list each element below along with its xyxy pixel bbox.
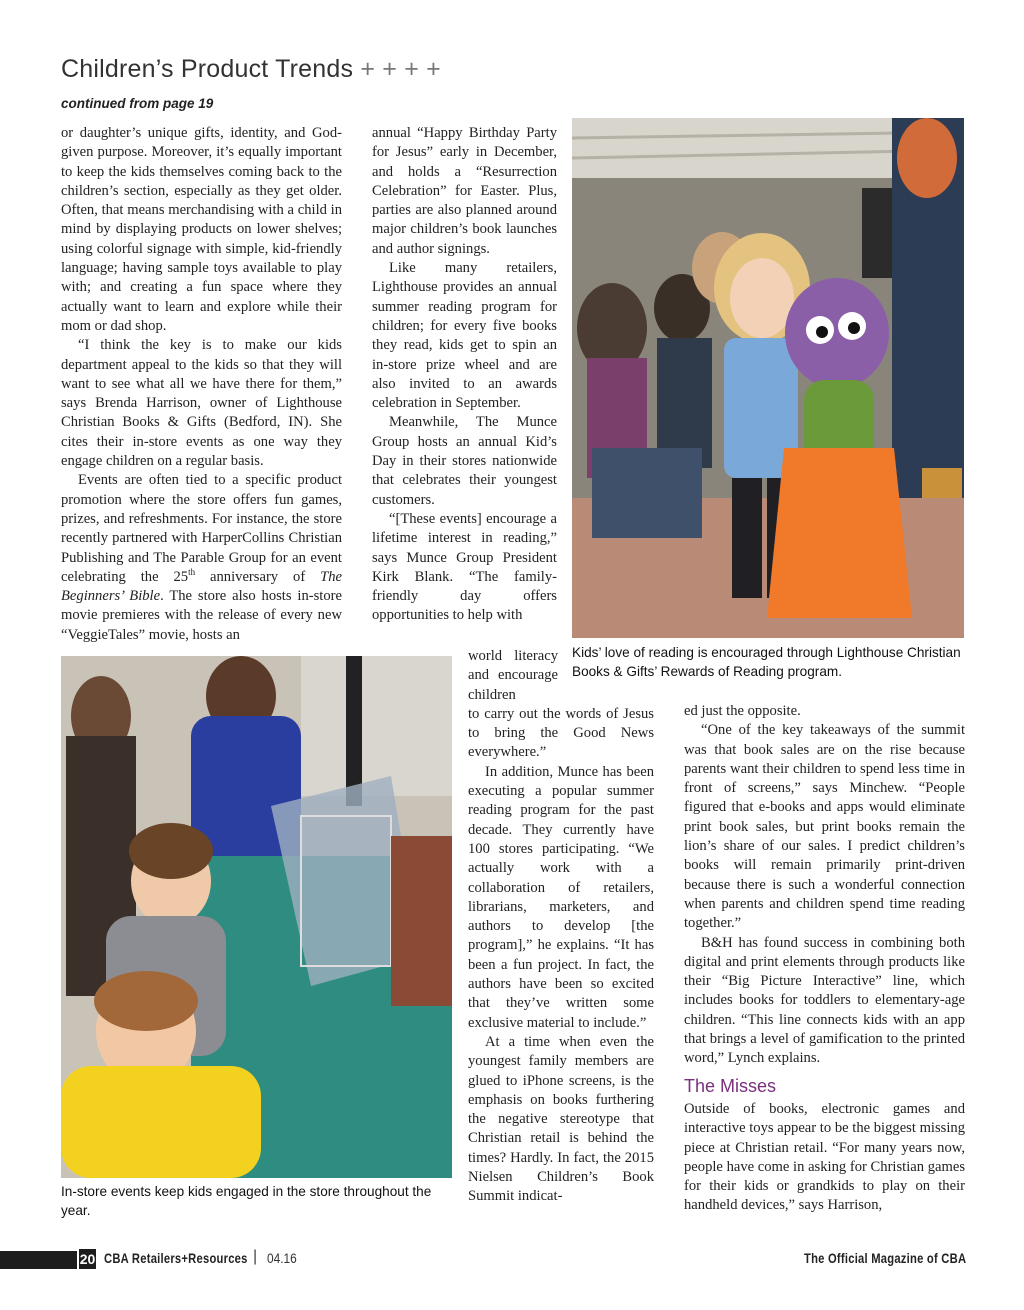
issue-date: 04.16 [267, 1250, 297, 1266]
plus-marks: + + + + [360, 55, 441, 83]
text-run: anniversary of [195, 568, 321, 585]
paragraph: Outside of books, electronic games and interactive toys appear to be the biggest missing piece at Christian retail. “For many years now, people have come in asking for Christian games for their kids or grandkids to play on their handheld devices,” says Harrison, [684, 1100, 965, 1214]
column-2 [372, 124, 557, 626]
paragraph: Like many retailers, Lighthouse provides an annual summer reading program for children; for every five books they read, kids get to spin an in-store prize wheel and are also invited to an awards celebration in September. [372, 260, 557, 412]
paragraph-continued: world literacy and encourage children [468, 648, 558, 703]
paragraph [61, 471, 342, 645]
paragraph: ed just the opposite. [684, 703, 801, 719]
footer-bar [0, 1251, 77, 1269]
paragraph: B&H has found success in combining both digital and print elements through products like their “Big Picture Interactive” line, which includes books for toddlers to elementary-age children. “This line connects kids with an app that brings a level of gamification to the printed word,” Lynch explains. [684, 934, 965, 1067]
photo-kids-with-birdcage [61, 656, 452, 1178]
text-run: . The store also hosts in-store movie premieres with the release of every new “VeggieTales” movie, hosts an [61, 588, 342, 643]
column-1 [61, 124, 342, 645]
page-number: 20 [77, 1249, 96, 1269]
paragraph: “[These events] encourage a lifetime interest in reading,” says Munce Group President Kirk Blank. “The family-friendly day offers opportunities to help with [372, 510, 557, 624]
paragraph: At a time when even the youngest family members are glued to iPhone screens, is the emphasis on books furthering the negative stereotype that Christian retail is behind the times? Hardly. In fact, the 2015 Nielsen Children’s Book Summit indicat- [468, 1033, 654, 1205]
section-heading: The Misses [684, 1075, 777, 1096]
column-3 [468, 647, 654, 1207]
paragraph: annual “Happy Birthday Party for Jesus” early in December, and holds a “Resurrection Celebration” for Easter. Plus, parties are also planned around major children’s book launches and author signings. [372, 125, 557, 257]
photo-caption: Kids’ love of reading is encouraged through Lighthouse Christian Books & Gifts’ Rewards of Reading program. [572, 645, 961, 679]
column-4 [684, 702, 965, 1216]
book-title: The Beginners’ Bible [61, 568, 342, 605]
footer-tagline: The Official Magazine of CBA [804, 1250, 967, 1266]
text-run: Events are often tied to a specific product promotion where the store offers fun games, prizes, and refreshments. For instance, the store recently partnered with HarperCollins Christian Publishing and The Parable Group for an event celebrating the 25 [61, 472, 342, 585]
photo-caption: In-store events keep kids engaged in the store throughout the year. [61, 1184, 432, 1218]
photo-girl-with-puppet [572, 118, 964, 638]
paragraph: “I think the key is to make our kids department appeal to the kids so that they will want to see what all we have there for them,” says Brenda Harrison, owner of Lighthouse Christian Books & Gifts (Bedford, IN). She cites their in-store events as one way they engage children on a regular basis. [61, 337, 342, 470]
paragraph: or daughter’s unique gifts, identity, and God-given purpose. Moreover, it’s equally important to keep the kids themselves coming back to the children’s section, especially as they get older. Often, that means merchandising with a child in mind by displaying products on lower shelves; using colorful signage with simple, kid-friendly language; having sample toys available to play with; and creating a fun space where they actually want to learn and explore while their mom or dad shop. [61, 125, 342, 334]
paragraph: In addition, Munce has been executing a popular summer reading program for the past decade. They currently have 100 stores participating. “We actually work with a collaboration of retailers, librarians, marketers, and authors to develop [the program],” he explains. “It has been a fun project. In fact, the authors have been so excited that they’ve written some exclusive material to include.” [468, 763, 654, 1031]
page-title [61, 55, 441, 84]
footer-separator: | [253, 1248, 258, 1265]
paragraph: to carry out the words of Jesus to bring the Good News everywhere.” [468, 705, 654, 761]
superscript: th [188, 566, 196, 577]
section-title: Children’s Product Trends [61, 55, 354, 83]
photo-illustration [572, 118, 964, 638]
paragraph: “One of the key takeaways of the summit was that book sales are on the rise because parents want their children to spend less time in front of screens,” says Minchew. “People figured that e-books and apps would eliminate print book sales, but print books remain the lion’s share of our sales. I predict children’s books will remain primarily print-driven because there is such a wonderful connection when parents and children spend time reading together.” [684, 722, 965, 932]
continued-note: continued from page 19 [61, 96, 214, 111]
magazine-name: CBA Retailers+Resources [104, 1250, 248, 1266]
paragraph: Meanwhile, The Munce Group hosts an annual Kid’s Day in their stores nationwide that celebrates their youngest customers. [372, 414, 557, 508]
photo-illustration [61, 656, 452, 1178]
